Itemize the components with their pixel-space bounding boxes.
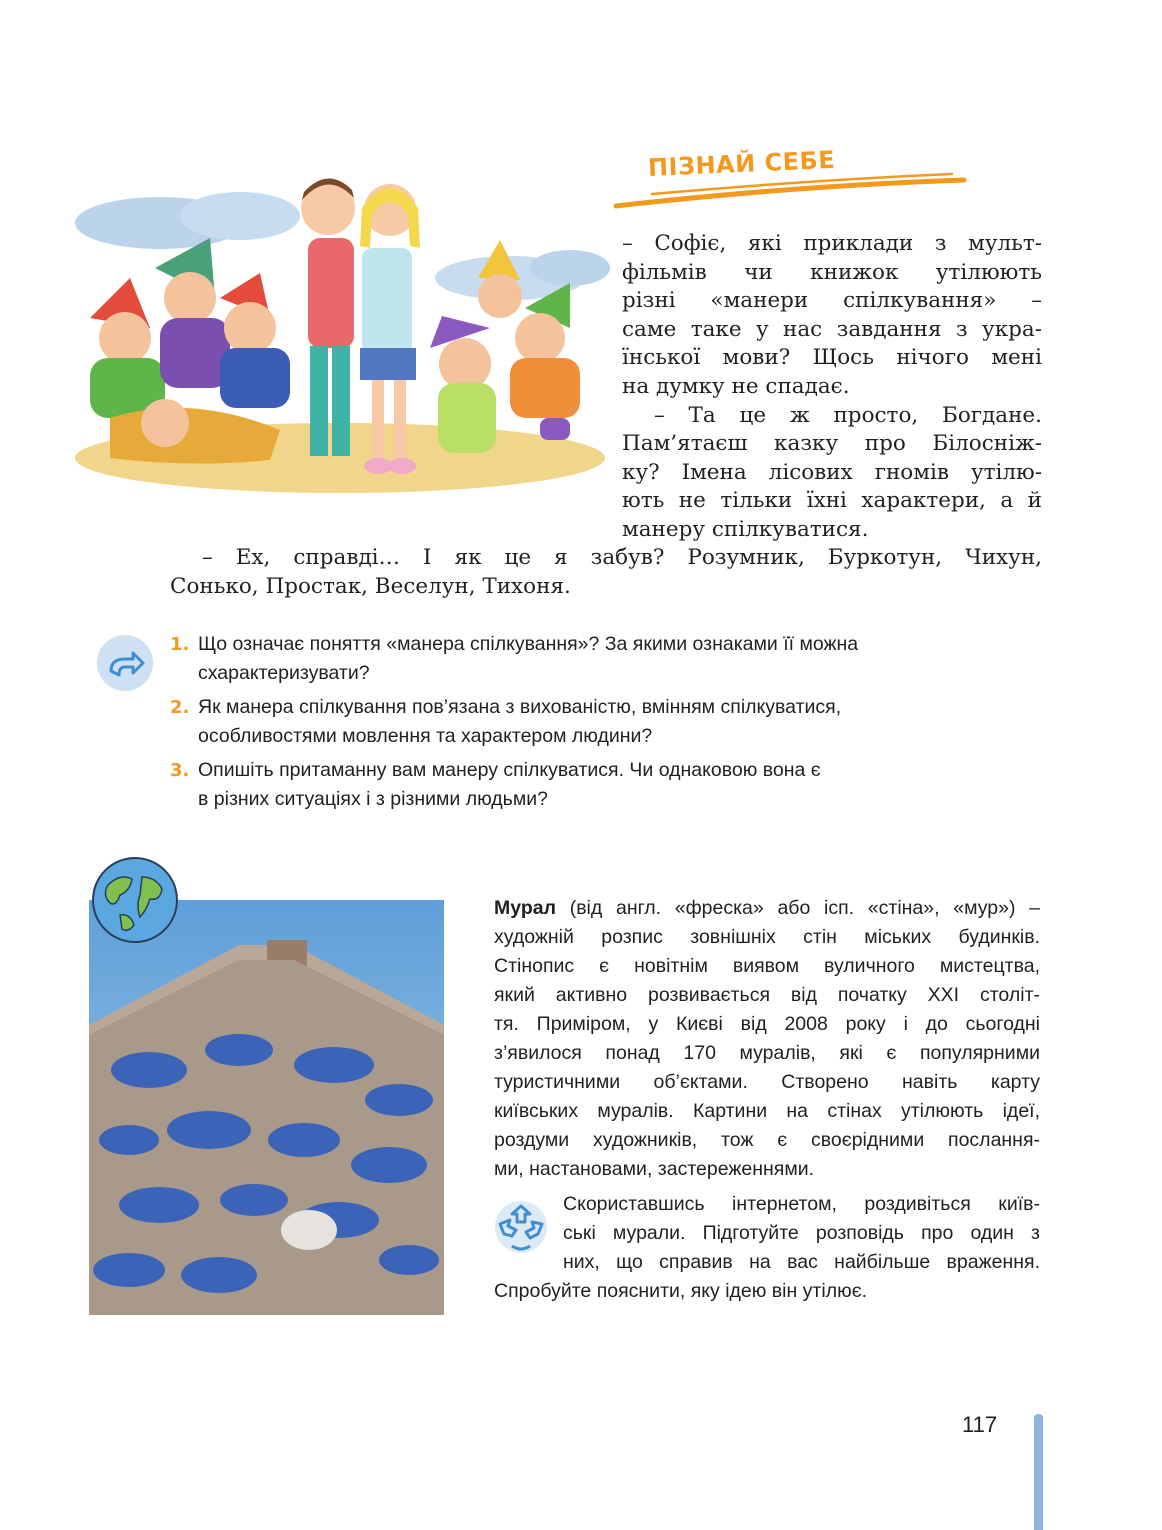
globe-icon — [90, 855, 180, 945]
mural-term: Мурал — [494, 897, 556, 919]
dialogue-line: манеру спілкуватися. — [622, 516, 869, 542]
mural-line: з’явилося понад 170 муралів, які є популярними — [494, 1042, 1040, 1064]
page-number: 117 — [962, 1412, 998, 1437]
mural-line — [494, 894, 1040, 923]
question-text — [198, 693, 841, 751]
dialogue-line: – Та це ж просто, Богдане. — [654, 402, 1042, 428]
dialogue-line: різні «манери спілкування» – — [622, 288, 1042, 314]
dialogue-line: їнської мови? Щось нічого мені — [622, 345, 1042, 371]
dialogue-line: Сонько, Простак, Веселун, Тихоня. — [170, 574, 571, 599]
question-line: Як манера спілкування пов’язана з вихованістю, вмінням спілкуватися, — [198, 696, 842, 718]
task-line: Скориставшись інтернетом, роздивіться київ- — [563, 1193, 1040, 1215]
question-text — [198, 756, 821, 814]
mural-line: київських муралів. Картини на стінах утілюють ідеї, — [494, 1100, 1040, 1122]
question-line: в різних ситуаціях і з різними людьми? — [198, 788, 548, 810]
question-text — [198, 630, 858, 688]
heading-text: ПІЗНАЙ СЕБЕ — [647, 145, 836, 182]
question-number: 3. — [170, 760, 190, 781]
dialogue-line: ють не тільки їхні характери, а й — [622, 488, 1042, 514]
questions-list — [170, 630, 990, 819]
question-line: схарактеризувати? — [198, 662, 370, 684]
mural-line: який активно розвивається від початку XXI століт- — [494, 984, 1040, 1006]
question-item — [170, 693, 990, 751]
question-item — [170, 756, 990, 814]
dialogue-line: Пам’ятаєш казку про Білосніж- — [622, 431, 1042, 457]
question-number: 1. — [170, 634, 190, 655]
question-line: Опишіть притаманну вам манеру спілкуватися. Чи однаковою вона є — [198, 759, 821, 781]
dwarfs-illustration — [70, 168, 610, 498]
task-line: них, що справив на вас найбільше враження. — [563, 1251, 1040, 1273]
dialogue-line: – Софіє, які приклади з мульт- — [622, 231, 1042, 256]
heading-underline — [612, 150, 972, 220]
section-heading — [612, 145, 972, 220]
mural-line: роздуми художників, тож є своєрідними послання- — [494, 1129, 1040, 1151]
mural-line: художній розпис зовнішніх стін міських будинків. — [494, 926, 1040, 948]
dialogue-line: ку? Імена лісових гномів утілю- — [622, 459, 1042, 485]
question-number: 2. — [170, 697, 190, 718]
dialogue-line: саме таке у нас завдання з укра- — [622, 316, 1042, 342]
mural-definition — [494, 894, 1040, 1184]
mural-line: Стінопис є новітнім виявом вуличного мистецтва, — [494, 955, 1040, 977]
task-line: Спробуйте пояснити, яку ідею він утілює. — [494, 1280, 868, 1302]
question-item — [170, 630, 990, 688]
dialogue-right — [622, 230, 1042, 545]
internet-task — [494, 1190, 1040, 1306]
mural-line: ми, настановами, застереженнями. — [494, 1158, 815, 1180]
page-edge-bar — [1034, 1414, 1043, 1530]
mural-line: тя. Приміром, у Києві від 2008 року і до сьогодні — [494, 1013, 1040, 1035]
question-line: особливостями мовлення та характером людини? — [198, 725, 653, 747]
discuss-icon — [97, 635, 153, 691]
mural-line: туристичними об’єктами. Створено навіть карту — [494, 1071, 1040, 1093]
dialogue-full-line2 — [170, 573, 1042, 602]
question-line: Що означає поняття «манера спілкування»? За якими ознаками її можна — [198, 633, 859, 655]
dialogue-full-line1 — [202, 544, 1042, 573]
dialogue-line: – Ех, справді… І як це я забув? Розумник, Буркотун, Чихун, — [202, 545, 1042, 570]
mural-line-rest: (від англ. «фреска» або ісп. «стіна», «мур») – — [555, 897, 1040, 919]
dialogue-line: фільмів чи книжок утілюють — [622, 259, 1042, 285]
dialogue-line: на думку не спадає. — [622, 373, 850, 399]
task-line: ські мурали. Підготуйте розповідь про один з — [563, 1222, 1040, 1244]
mural-photo — [89, 900, 444, 1315]
